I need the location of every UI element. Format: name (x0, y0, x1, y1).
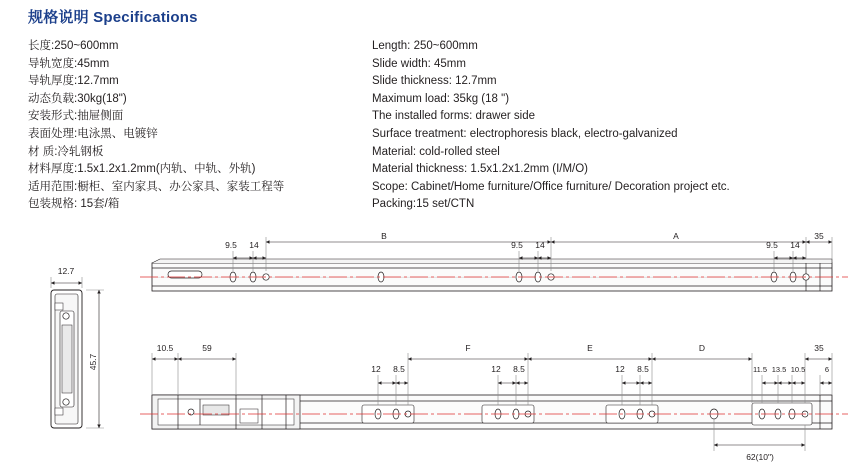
spec-en-item: Maximum load: 35kg (18 ") (372, 92, 510, 105)
dim-label-9p5-left: 9.5 (225, 240, 237, 250)
spec-cn-item: 导轨宽度:45mm (28, 57, 110, 70)
spec-list-chinese (28, 38, 284, 214)
dim-label-F: F (465, 343, 471, 353)
spec-cn-item: 长度:250~600mm (28, 40, 119, 52)
spec-cn-item: 包装规格: 15套/箱 (28, 198, 120, 211)
dim-label-D: D (698, 343, 706, 353)
dim-label-E: E (587, 343, 593, 353)
dim-label-13p5: 13.5 (771, 365, 787, 374)
dim-label-12-c: 12 (615, 364, 625, 374)
top-view-rail (140, 259, 848, 291)
dim-label-9p5-mid: 9.5 (511, 240, 523, 250)
bottom-view-assembly (140, 395, 848, 429)
dim-label-8p5-b: 8.5 (513, 364, 525, 374)
section-view (51, 277, 104, 428)
dim-label-35-bottom: 35 (814, 343, 824, 353)
spec-list-english (372, 38, 730, 214)
dim-label-10p5: 10.5 (156, 343, 174, 353)
spec-en-item: Slide thickness: 12.7mm (372, 75, 497, 88)
dim-label-10p5-right: 10.5 (790, 365, 806, 374)
spec-cn-item: 适用范围:橱柜、室内家具、办公家具、家装工程等 (28, 180, 285, 193)
dim-label-59: 59 (202, 343, 212, 353)
dim-label-14-right: 14 (790, 240, 800, 250)
dim-label-12-b: 12 (491, 364, 501, 374)
dim-label-9p5-right: 9.5 (766, 240, 778, 250)
technical-drawing (0, 215, 868, 465)
dim-label-thickness: 12.7 (57, 266, 75, 276)
spec-cn-item: 安装形式:抽屉侧面 (28, 110, 124, 123)
spec-cn-item: 材 质:冷轧钢板 (28, 145, 104, 158)
spec-cn-item: 动态负载:30kg(18") (28, 92, 127, 105)
spec-en-item: Surface treatment: electrophoresis black, electro-galvanized (372, 127, 678, 140)
spec-en-item: Material: cold-rolled steel (372, 145, 500, 158)
page-title: 规格说明 Specifications (28, 9, 198, 26)
dim-label-62: 62(10") (746, 452, 774, 462)
dim-label-height: 45.7 (88, 353, 98, 371)
spec-en-item: Material thickness: 1.5x1.2x1.2mm (I/M/O) (372, 163, 589, 176)
spec-cn-item: 导轨厚度:12.7mm (28, 75, 119, 88)
spec-en-item: Slide width: 45mm (372, 57, 466, 70)
dim-label-8p5-a: 8.5 (393, 364, 405, 374)
spec-en-item: Scope: Cabinet/Home furniture/Office furniture/ Decoration project etc. (372, 180, 730, 193)
dim-label-35-top: 35 (814, 231, 824, 241)
dim-label-B: B (381, 231, 387, 241)
spec-en-item: The installed forms: drawer side (372, 110, 535, 123)
spec-en-item: Length: 250~600mm (372, 40, 478, 52)
dim-label-12-a: 12 (371, 364, 381, 374)
dim-label-A: A (673, 231, 679, 241)
dim-label-8p5-c: 8.5 (637, 364, 649, 374)
dim-label-11p5: 11.5 (752, 365, 768, 374)
dim-label-14-left: 14 (249, 240, 259, 250)
spec-cn-item: 表面处理:电泳黑、电镀锌 (28, 127, 158, 140)
spec-en-item: Packing:15 set/CTN (372, 198, 475, 211)
spec-cn-item: 材料厚度:1.5x1.2x1.2mm(内轨、中轨、外轨) (28, 163, 256, 176)
dim-label-6: 6 (824, 365, 830, 374)
dim-label-14-mid: 14 (535, 240, 545, 250)
